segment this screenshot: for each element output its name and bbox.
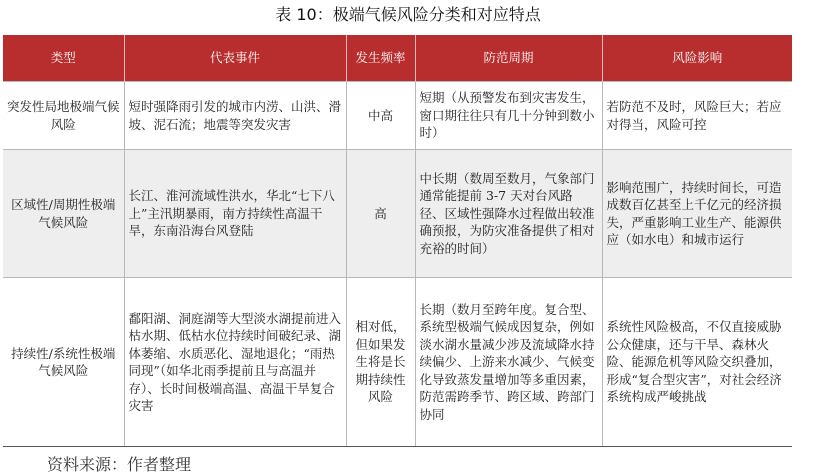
climate-risk-table xyxy=(3,35,792,447)
cell-impact: 若防范不及时，风险巨大；若应对得当，风险可控 xyxy=(602,82,792,150)
table-row xyxy=(3,82,792,150)
cell-impact: 影响范围广，持续时间长，可造成数百亿甚至上千亿元的经济损失，严重影响工业生产、能源供应（如水电）和城市运行 xyxy=(602,150,792,278)
header-frequency: 发生频率 xyxy=(346,35,415,82)
cell-frequency: 高 xyxy=(346,150,415,278)
table-title: 表 10：极端气候风险分类和对应特点 xyxy=(275,5,541,24)
table-row xyxy=(3,278,792,447)
cell-type: 区域性/周期性极端气候风险 xyxy=(3,150,124,278)
cell-events: 鄱阳湖、洞庭湖等大型淡水湖提前进入枯水期、低枯水位持续时间破纪录、湖体萎缩、水质恶化、湿地退化；“雨热同现”（如华北雨季提前且与高温并存）、长时间极端高温、高温干旱复合灾害 xyxy=(124,278,346,447)
cell-type: 持续性/系统性极端气候风险 xyxy=(3,278,124,447)
header-prevention: 防范周期 xyxy=(415,35,602,82)
cell-events: 短时强降雨引发的城市内涝、山洪、滑坡、泥石流；地震等突发灾害 xyxy=(124,82,346,150)
header-type: 类型 xyxy=(3,35,124,82)
header-impact: 风险影响 xyxy=(602,35,792,82)
cell-frequency: 相对低，但如果发生将是长期持续性风险 xyxy=(346,278,415,447)
cell-prevention: 长期（数月至跨年度。复合型、系统型极端气候成因复杂，例如淡水湖水量减少涉及流域降水持续偏少、上游来水减少、气候变化导致蒸发量增加等多重因素，防范需跨季节、跨区域、跨部门协同 xyxy=(415,278,602,447)
cell-type: 突发性局地极端气候风险 xyxy=(3,82,124,150)
table-row xyxy=(3,150,792,278)
cell-impact: 系统性风险极高，不仅直接威胁公众健康，还与干旱、森林火险、能源危机等风险交织叠加，形成“复合型灾害”，对社会经济系统构成严峻挑战 xyxy=(602,278,792,447)
cell-frequency: 中高 xyxy=(346,82,415,150)
cell-prevention: 短期（从预警发布到灾害发生，窗口期往往只有几十分钟到数小时） xyxy=(415,82,602,150)
header-events: 代表事件 xyxy=(124,35,346,82)
source-note: 资料来源：作者整理 xyxy=(47,455,192,474)
cell-events: 长江、淮河流域性洪水，华北“七下八上”主汛期暴雨，南方持续性高温干旱，东南沿海台风登陆 xyxy=(124,150,346,278)
cell-prevention: 中长期（数周至数月，气象部门通常能提前 3-7 天对台风路径、区域性强降水过程做出较准确预报，为防灾准备提供了相对充裕的时间） xyxy=(415,150,602,278)
header-row xyxy=(3,35,792,82)
